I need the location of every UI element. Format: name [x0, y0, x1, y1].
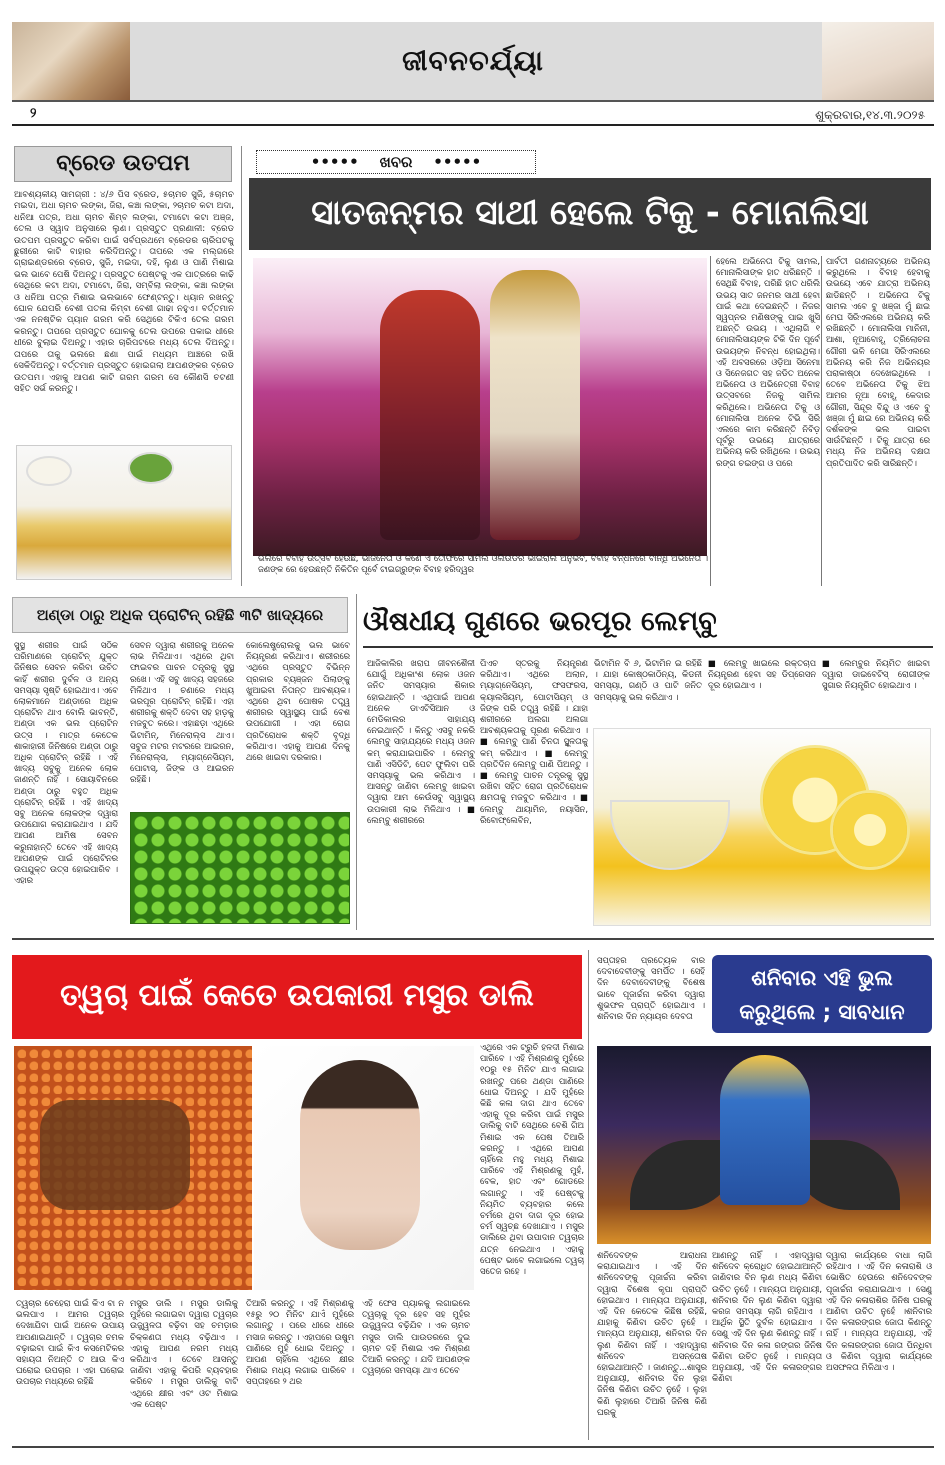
masthead-face-image — [822, 22, 934, 100]
bride-figure — [380, 290, 480, 540]
dal-column-1: ତ୍ୱଚାର ଚେହେରା ପାଇଁ କିଏ ବା ନ ଭଲପାଏ । ଆମର ତ୍ୱଚାର ଦେଖାଯିବା ପାଇଁ ଅନେକ ଉପାୟ ଆପଣାଇଥାନ୍ତି । ତ୍ୱଚାର ଚମକ ବଢ଼ାଇବା ପାଇଁ କିଏ କସମେଟିକର ସହାୟତା ନିଅନ୍ତି ତ ଆଉ କିଏ ଘରୋଇ ଉପଚାର । ଏହା ଘରୋଇ ଉପଚାର ମଧ୍ୟରେ ରହିଛି — [16, 1298, 124, 1387]
protein-column-2: ସେବନ ଦ୍ୱାରା ଶରୀରକୁ ଅନେକ ଲାଭ ମିଳିଥାଏ। ଏଥିରେ ଥିବା ଫାଇବର ପାଚନ ତନ୍ତ୍ରକୁ ସୁସ୍ଥ ରଖେ। ଏହି ସବୁ ଖାଦ୍ୟ ସହଜରେ ମିଳିଥାଏ । ଚଣାରେ ମଧ୍ୟ ଭରପୂର ପ୍ରୋଟିନ୍ ରହିଛି। ଏହା ଶରୀରକୁ ଶକ୍ତି ଦେବା ସହ ହାଡ଼କୁ ମଜବୁତ କରେ। ଏହାଛଡ଼ା ଏଥିରେ ଭିଟାମିନ୍, ମିନେରାଲ୍ସ ଥାଏ। ସବୁଜ ମଟର ମଟରରେ ଆଇରନ, ମିନେରାଲ୍ସ, ମ୍ୟାଗ୍ନେସିୟମ, ପୋଟାସ୍, ଜିଙ୍କ ଓ ଆଇରନ ରହିଛି। — [130, 640, 234, 785]
shani-headline: ଶନିବାର ଏହି ଭୁଲ କରୁଥିଲେ ; ସାବଧାନ — [712, 955, 932, 1033]
news-tag — [256, 150, 536, 174]
news-headline: ସାତଜନ୍ମର ସାଥୀ ହେଲେ ଟିକୁ - ମୋନାଲିସା — [249, 178, 931, 250]
bread-recipe-body: ଆବଶ୍ୟକୀୟ ସାମଗ୍ରୀ : ୪/୬ ପିସ ବ୍ରେଡ, ୫ଚାମଚ ସୁଜି, ୫ଚାମଚ ମଇଦା, ଅଧା ଚାମଚ ଲଙ୍କା, ଜିରା, କଞ୍ଚା ଲଙ୍କା, ୨ଚାମଚ କଟା ଅଦା, ଧନିଆ ପତ୍ର, ଅଧା ଚାମଚ ଶିମ୍ବ ଲଙ୍କା, ଟମାଟୋ କଟା ଅଞ୍ଜ, ତେଲ ଓ ସ୍ୱାଦ ଅନୁସାରେ ଲୁଣ। ପ୍ରସ୍ତୁତ ପ୍ରଣାଳୀ: ବ୍ରେଡ ଉତପମ ପ୍ରସ୍ତୁତ କରିବା ପାଇଁ ସର୍ବପ୍ରଥମେ ବ୍ରେଡର ଚାରିପଟକୁ ଛୁରୀରେ କାଟି ବାହାର କରିଦିଅନ୍ତୁ। ତାପରେ ଏକ ମଲ୍ଗରେ ଗ୍ରାଇଣ୍ଡରରେ ବ୍ରେଡ, ସୁଜି, ମଇଦା, ଦହି, ଲୁଣ ଓ ପାଣି ମିଶାଇ ଭଲ ଭାବେ ପେଷି ଦିଅନ୍ତୁ। ପ୍ରସ୍ତୁତ ପେଷ୍ଟକୁ ଏକ ପାତ୍ରରେ କାଢି ସେଥିରେ କଟା ଅଦା, ଟମାଟୋ, ଜିରା, ସମ୍ବିଲା ଲଙ୍କା, କଞ୍ଚା ଲଙ୍କା ଓ ଧନିଆ ପତ୍ର ମିଶାଇ ଭଲଭାବେ ଫେଣ୍ଟନ୍ତୁ। ଧ୍ୟାନ ରଖନ୍ତୁ ଘୋଳ ଯେପରି ବେଶୀ ପତଳା କିମ୍ବା ବେଶୀ ଗାଢା ନହୁଏ। ବର୍ତ୍ତମାନ ଏକ ନନଷ୍ଟିକ ପ୍ୟାନ ଗରମ କରି ସେଥିରେ ଟିକିଏ ତେଲ ଗରମ କରନ୍ତୁ। ତାପରେ ପ୍ରସ୍ତୁତ ଘୋଳକୁ ତେଲ ଉପରେ ପକାଇ ଧୀରେ ଧୀରେ ବୁଲାଇ ଦିଅନ୍ତୁ। ଏହାର ଚାରିପଟରେ ମଧ୍ୟ ତେଲ ଦିଅନ୍ତୁ। ତାପରେ ତାକୁ ଭଲରେ ଛଣା ପାଇଁ ମଧ୍ୟମ ଆଞ୍ଚରେ ରଖି ସେକିଦିଅନ୍ତୁ। ବର୍ତ୍ତମାନ ପ୍ରସ୍ତୁତ ହୋଇଗଲା ଆପଣଙ୍କର ବ୍ରେଡ ଉତପମ। ଏହାକୁ ଆପଣ କାଟି ଗରମ ଗରମ ସେ କୌଣସି ଚଟଣୀ ସହିତ ସର୍ଭ କରନ୍ତୁ। — [14, 190, 234, 394]
masthead — [12, 22, 934, 102]
news-caption: ଭଲିରେ ବିବାହ ଉତ୍ସବ ହେଉଛି, ଭାଜନେତା ଓ କଣେ ଏ ତୌଫିରେ ସାମିଲ ଓଲିଉଡର ଭାଇରାଲ ଅନୁଭବ, ବିବାହ ବନ୍ଧନରେ ବାନ୍ଧି ଅଭିନେତା । ଜଣଙ୍କ ରେ ହେଉଛନ୍ତି ନିକିତିନ ପୂର୍ବେ ଟାଇଗ୍ରୁଙ୍କ ବିବାହ ହରିଦ୍ୱର — [258, 553, 708, 575]
curd-bowl — [26, 456, 72, 486]
green-peas-photo — [130, 812, 350, 924]
shani-column-2: ଆଣନ୍ତୁ ନାହିଁ । ଏହାଦ୍ୱାରା ଶନିଦେବ କ୍ରୋଧିତ ହୋଇଥାଆନ୍ତି ଜାଣିବାର ବିନ ଲୁଣ ମଧ୍ୟ କିଣିବା ଉଚିତ ନୁହେଁ । ମାନ୍ୟତା ଅନୁଯାୟୀ, ଶନିବାର ଦିନ ଲୁଣ କିଣିବା ଦ୍ୱାରା କରଜ ସମସ୍ୟା ଲାଗି ରହିଥାଏ । ଆର୍ଥିକ ସ୍ଥିତି ଦୁର୍ବଳ ହୋଇଯାଏ । ସେଣୁ ଏହି ଦିନ ଲୁଣ କିଣନ୍ତୁ ନାହିଁ ।ଶନିବାର ଦିନ କଳା ରଙ୍ଗର ଜିନିଷ କିଣିବା ଉଚିତ ନୁହେଁ । ମାନ୍ୟତା ଅନୁଯାୟୀ, ଏହି ଦିନ କଳାରଙ୍ଗର କିଣିବା — [712, 1250, 822, 1384]
shani-intro: ସପ୍ତାହର ପ୍ରତ୍ୟେକ ବାର ଦେବାଦେବୀଙ୍କୁ ସମର୍ପିତ । ସେହି ଦିନ ଦେବାଦେବୀଙ୍କୁ ବିଶେଷ ଭାବେ ପୂଜାର୍ଚ୍ଚନା କରିବା ଦ୍ୱାରା ଶୁଭଫଳ ପ୍ରାପ୍ତି ହୋଇଥାଏ । ଶନିବାର ଦିନ ନ୍ୟାୟର ଦେବତା — [597, 955, 705, 1022]
column-divider — [356, 594, 357, 930]
shani-column-3: ଦ୍ୱାରା କାର୍ଯ୍ୟରେ ବାଧା ଲାଗି ରହିଥାଏ । ଏହି ଦିନ କଳାରାଶି ଓ ଭୋଷିତ ହେଉରେ ଶନିଦେବଙ୍କ ପୂଜାର୍ଚ୍ଚନା କରାଯାଇଥାଏ । ସେଣୁ ଏହି ଦିନ କଳାରାଶିର ଜିନିଷ ଘରକୁ ଆଣିବା ଉଚିତ ନୁହେଁ ।ଶନିବାର ଦିନ କଳାରଙ୍ଗର ଜୋତା କିଣନ୍ତୁ ନାହିଁ । ମାନ୍ୟତା ଅନୁଯାୟୀ, ଏହି ଦିନ କଳାରଙ୍ଗର ଜୋତା ପିନ୍ଧିବା ଓ କିଣିବା ଦ୍ୱାରା କାର୍ଯ୍ୟରେ ଅସଫଳତା ମିଳିଥାଏ । — [826, 1250, 932, 1373]
wedding-photo — [253, 258, 707, 556]
bread-recipe-title: ବ୍ରେଡ ଉତପମ — [14, 146, 232, 182]
dal-column-2: ମସୁର ଡାଲି । ମସୁର ଡାଲିକୁ ମୁହଁରେ ଲଗାଇବା ଦ୍ୱାରା ତ୍ୱଚାର ଉଜ୍ଜ୍ୱଳତା ବଢ଼ିବା ସହ ଚମଡ଼ାର ଚିକ୍କଣତା ମଧ୍ୟ ବଢ଼ିଥାଏ । ଏହାକୁ ଆପଣ ନରମ ମଧ୍ୟ କରିଥାଏ । ତେବେ ଆସନ୍ତୁ ଜାଣିବା ଏହାକୁ କିପରି ବ୍ୟବହାର କରିବେ । ମସୁର ଡାଲିକୁ ବାଟି ଏଥିରେ କ୍ଷୀର ଏବଂ ଓଟ ମିଶାଇ ଏକ ପେଷ୍ଟ — [130, 1298, 238, 1409]
lemon-slice — [830, 790, 910, 870]
column-divider — [241, 146, 242, 586]
section-title: ଜୀବନଚର୍ଯ୍ୟା — [402, 44, 544, 77]
lemon-column-2: ପିଏଚ ସ୍ତରକୁ ନିୟନ୍ତ୍ରଣ କରିଥାଏ। ଏଥିରେ ଅଲାନ, ମ୍ୟାଗ୍ନେସିୟମ୍, ଫସଫରସ, କ୍ୟାଲସିୟମ୍, ପୋଟାସିୟମ୍ ଓ ଜିଙ୍କ ପରି ତତ୍ତ୍ୱ ରହିଛି । ଯାହା ଶରୀରରେ ଅଲଗା ଅଲଗା ଆବଶ୍ୟକତାକୁ ପୂରଣ କରିଥାଏ । ■ ଲେମ୍ବୁ ପାଣି ଚିନତା ସ୍ଥୂଳତାକୁ କମ୍ କରିଥାଏ । ■ ଲେମ୍ବୁ ପ୍ରତିଦିନ ଲେମ୍ବୁ ପାଣି ପିଅନ୍ତୁ । ■ ଲେମ୍ବୁ ପାଚନ ତନ୍ତ୍ରକୁ ସୁସ୍ଥ ରଖିବା ସହିତ ରୋଗ ପ୍ରତିରୋଧକ କ୍ଷମତାକୁ ମଜବୁତ କରିଥାଏ । ■ ଲେମ୍ବୁ ଥାୟାମିନ, ନୟାସିନ, ରିବୋଫ୍ଲେବିନ, — [480, 658, 588, 825]
middle-divider — [12, 938, 934, 940]
protein-column-1: ସୁସ୍ଥ ଶରୀର ପାଇଁ ସଠିକ ପରିମାଣରେ ପ୍ରୋଟିନ୍ ଯୁକ୍ତ ଜିନିଷର ସେବନ କରିବା ଉଚିତ କାହିଁ ଶରୀର ଦୁର୍ବଳ ଓ ଅନ୍ୟ ସମସ୍ୟା ସୃଷ୍ଟି ହୋଇଥାଏ। ଏବେ ଲୋକମାନେ ଅଣ୍ଡାରେ ଅଧିକ ପ୍ରୋଟିନ ଥାଏ ବୋଲି ଭାବନ୍ତି, ଅଣ୍ଡା ଏକ ଭଲ ପ୍ରୋଟିନ ଉତ୍ସ । ମାତ୍ର କେତେକ ଶାକାହାରୀ ଜିନିଷରେ ଅଣ୍ଡା ଠାରୁ ଅଧିକ ପ୍ରୋଟିନ୍ ରହିଛି । ଏହି ଖାଦ୍ୟ ସବୁକୁ ଅନେକ ଲୋକ ଜାଣନ୍ତି ନାହିଁ । ସୋୟାବିନରେ ଅଣ୍ଡା ଠାରୁ ବହୁତ ଅଧିକ ପ୍ରୋଟିନ୍ ରହିଛି । ଏହି ଖାଦ୍ୟ ସବୁ ଅନେକ ଲୋକଙ୍କ ଦ୍ୱାରା ଉପଯୋଗ କରାଯାଇଥାଏ । ଯଦି ଆପଣ ଆମିଷ ସେବନ କରୁନାହାନ୍ତି ତେବେ ଏହି ଖାଦ୍ୟ ଆପଣଙ୍କ ପାଇଁ ପ୍ରୋଟିନର ଉପଯୁକ୍ତ ଉତ୍ସ ହୋଇପାରିବ । ଏହାର — [14, 640, 118, 886]
model-face — [300, 1060, 420, 1250]
news-column-1: ହେଲେ ଅଭିନେତା ଟିକୁ ସାମଲ, ମୋନାଲିସାଙ୍କ ହାତ ଧରିଛନ୍ତି । ସେଥିଛି ବିବାହ, ପରିଛି ହାତ ଧରିଲି ଉଭୟ ସାତ ଜନମର ସାଥୀ ହେବା ପାଇଁ କଥା ଦେଇଛନ୍ତି । ନିଜର ସ୍ୱପ୍ନର ମଣିଷଙ୍କୁ ପାଇ ଖୁସି ଅଛନ୍ତି ଉଭୟ । ଏଥିଲାଗି ୧ ମୋନାଲିସାୟଙ୍କ ଟିକି ଦିନ ପୂର୍ବେ ଉଭୟଙ୍କ ନିବନ୍ଧ ହୋଇଥିଲା। ଏହି ଅବସରରେ ଓଡ଼ିଆ ସିନେମା ଓ ସିନେଜଗତ ସହ ଜଡିତ ଅନେକ ଅଭିନେତା ଓ ଅଭିନେତ୍ରୀ ବିବାହ ଉତ୍ସବରେ ନିଜକୁ ସାମିଲ କରିଥିଲେ। ଅଭିନେତା ଟିକୁ ଓ ମୋନାଲିସା ଅନେକ ଟିଭି ସିରି ଏଲରେ କାମ କରିଛନ୍ତି ନିବିଡ଼ ପୂର୍ବରୁ ଉଭୟେ ଯାତ୍ରାରେ ଅଭିନୟ କରି ରଖିଥିଲେ । ଉଭୟ ରଙ୍ଗ ଚଇଙ୍ଗ ଓ ପରେ — [716, 256, 820, 468]
lemon-headline: ଔଷଧୀୟ ଗୁଣରେ ଭରପୂର ଲେମ୍ବୁ — [363, 598, 933, 648]
dal-side-column: ଏଥିରେ ଏକ ଟ୍ରୁଚି ହଳଦୀ ମିଶାଇ ପାରିବେ । ଏହି ମିଶ୍ରଣକୁ ମୁହଁରେ ୧୦ରୁ ୧୫ ମିନିଟ ଯାଏ ଲଗାଇ ରଖନ୍ତୁ ପରେ ଥଣ୍ଡା ପାଣିରେ ଧୋଇ ଦିଅନ୍ତୁ । ଯଦି ମୁହଁରେ କିଛି କଳା ଦାଗ ଥାଏ ତେବେ ଏହାକୁ ଦୂର କରିବା ପାଇଁ ମସୁର ଡାଲିକୁ ବାଟି ସେଥିରେ ବେଶି ଗିଅ ମିଶାଇ ଏକ ପେଷ ତିଆରି କରନ୍ତୁ । ଏଥିରେ ଆପଣ ଚାହିଁଲେ ମହୁ ମଧ୍ୟ ମିଶାଇ ପାରିବେ ଏହି ମିଶ୍ରଣକୁ ମୁହଁ, ବେକ, ହାତ ଏବଂ ଗୋଡରେ ଲଗାନ୍ତୁ । ଏହି ପେଷ୍ଟକୁ ନିୟମିତ ବ୍ୟବହାର କଲେ ଚର୍ମରେ ଥିବା ଦାଗ ଦୂର ହୋଇ ଚର୍ମ ସ୍ୱଚ୍ଛ ଦେଖାଯାଏ । ମସୁର ଡାଲିରେ ଥିବା ଉପାଦାନ ତ୍ୱଚାର ଯତ୍ନ ନେଇଥାଏ । ଏହାକୁ ପେଷ୍ଟ ଭାବେ ଲଗାଇଲେ ତ୍ୱଚା ସତେଜ ରହେ । — [480, 1042, 584, 1277]
wooden-scoop — [40, 1100, 190, 1210]
chutney-bowl — [128, 452, 174, 484]
column-divider — [821, 256, 822, 586]
lemon-column-1: ଆଜିକାଲିର ଖରାପ ଜୀବନଶୈଳୀ ଯୋଗୁଁ ଅଧିକାଂଶ ଲୋକ ଓଜନ ଜନିତ ସମସ୍ୟାର ଶିକାର ହୋଇଥାନ୍ତି । ଏଥିପାଇଁ ଆପଣ ଅନେକ ଡାଏଟିସିଆନ ଓ ମେଡିକାଲର ସାହାଯ୍ୟ ନେଇଥାନ୍ତି । କିନ୍ତୁ ଏସବୁ ନକରି ଲେମ୍ବୁ ସାହାଯ୍ୟରେ ମଧ୍ୟ ଓଜନ କମ୍ କରାଯାଇପାରିବ । ଲେମ୍ବୁ ପାଣି ଏସିଡିଟି, ପେଟ ଫୁଲିବା ପରି ସମସ୍ୟାକୁ ଭଲ କରିଥାଏ । ଆସନ୍ତୁ ଜାଣିବା ଲେମ୍ବୁ ଖାଇବା ଦ୍ୱାରା ଆମ କେଉଁସବୁ ସ୍ୱାସ୍ଥ୍ୟ ଉପକାରୀ ଲାଭ ମିଳିଥାଏ । ■ ଲେମ୍ବୁ ଶରୀରରେ — [367, 658, 475, 825]
news-column-2: ପାର୍ବତୀ ଗଣନାଟ୍ୟରେ ଅଭିନୟ କରୁଥିଲେ । ବିବାହ ହେବାକୁ ଉଭୟେ ଏବେ ଯାତ୍ରା ଅଭିନୟ ଛାଡିଛନ୍ତି । ଅଭିନେତା ଟିକୁ ସାମଲ ଏବେ ବୁ ଖଞ୍ଜା ମୁଁ ଛାଇ ମେଘ ସିରିଏଲରେ ଅଭିନୟ କରି ରଖିଛନ୍ତି । ମୋନାଲିସା ମାନିନୀ, ଆଶା, ନୂଆବୋହୂ, ତ୍ରିଲୋଚନା ଗୌରୀ ଭଳି ମେଗା ସିରିଏଲରେ ଅଭିନୟ କରି ନିଜ ଅଭିନୟର ପରାକାଷ୍ଠା ଦେଖେଇଥିଲେ । ତେବେ ଅଭିନେତା ଟିକୁ ଝିଅ ଆମର ନୂଆ ବୋହୂ, କେଦାର ଗୌରୀ, ସିନ୍ଦୂର ବିନ୍ଦୁ ଓ ଏବେ ବୁ ଖଞ୍ଜା ମୁଁ ଛାଇ ରେ ଅଭିନୟ କରି ଦର୍ଶକଙ୍କ ଭଲ ପାଇବା ସାଉଁଟିଛନ୍ତି । ଟିକୁ ଯାତ୍ରା ରେ ମଧ୍ୟ ନିଜ ଅଭିନୟ ଦକ୍ଷତା ପ୍ରତିପାଦିତ କରି ସାରିଛନ୍ତି। — [826, 256, 930, 468]
bottom-divider — [12, 1446, 934, 1448]
dal-column-3: ତିଆରି କରନ୍ତୁ । ଏହି ମିଶ୍ରଣକୁ ୧୫ରୁ ୨୦ ମିନିଟ ଯାଏଁ ମୁହଁରେ ଲଗାନ୍ତୁ । ପରେ ଧୀରେ ଧୀରେ ମସାଜ କରନ୍ତୁ । ଏହାପରେ ଉଷୁମ ପାଣିରେ ମୁହଁ ଧୋଇ ଦିଅନ୍ତୁ । ଆପଣ ଚାହିଁଲେ ଏଥିରେ କ୍ଷୀର ମିଶାଇ ମଧ୍ୟ ଲଗାଇ ପାରିବେ । ସପ୍ତାହରେ ୨ ଥର — [246, 1298, 354, 1387]
page-date: ଶୁକ୍ରବାର,୧୪.୩.୨୦୨୫ — [815, 108, 925, 122]
lemon-column-4: ■ ଲେମ୍ବୁ ଖାଇଲେ ରକ୍ତଚାପ ନିୟନ୍ତ୍ରଣ ହେବା ସହ ଡିପ୍ରେସନ ଦୂର ହୋଇଥାଏ । — [708, 658, 816, 691]
news-tag-label: ଖବର — [379, 153, 413, 171]
protein-headline: ଅଣ୍ଡା ଠାରୁ ଅଧିକ ପ୍ରୋଟିନ୍ ରହିଛି ୩ଟି ଖାଦ୍ୟରେ — [12, 597, 348, 633]
top-divider — [12, 124, 934, 126]
groom-figure — [490, 270, 580, 540]
lemon-column-5: ■ ଲେମ୍ବୁର ନିୟମିତ ଖାଇବା ଦ୍ୱାରା ଡାଇବେଟିସ୍ ରୋଗୀଙ୍କ ସୁଗାର ନିୟନ୍ତ୍ରିତ ହୋଇଥାଏ । — [822, 658, 930, 691]
dal-column-4: ଏହି ଫେସ ପ୍ୟାକକୁ ଲଗାଇଲେ ତ୍ୱଚାକୁ ଦୂର ହେବ ସହ ମୁହଁର ଉଜ୍ଜ୍ୱଳତା ବଢ଼ିଯିବ । ଏକ ଚାମଚ ମସୁର ଡାଲି ପାଉଡରରେ ଦୁଇ ଚାମଚ ଦହି ମିଶାଇ ଏକ ମିଶ୍ରଣ ତିଆରି କରନ୍ତୁ । ଯଦି ଆପଣଙ୍କ ତ୍ୱଚାରେ ସମସ୍ୟା ଥାଏ ତେବେ — [362, 1298, 470, 1376]
dal-headline: ତ୍ୱଚା ପାଇଁ କେତେ ଉପକାରୀ ମସୁର ଡାଲି — [12, 955, 582, 1039]
dots-left: ••••• — [310, 153, 380, 171]
protein-column-3: କୋଲେଷ୍ଟ୍ରୋଲକୁ ଭଲ ଭାବେ ନିୟନ୍ତ୍ରଣ କରିଥାଏ। ଶରୀରରେ ଏଥିରେ ପ୍ରସ୍ତୁତ ବିଭିନ୍ନ ପ୍ରକାର ବ୍ୟଞ୍ଜନ ପିଲାଙ୍କୁ ଖୁଆଇବା ନିତାନ୍ତ ଆବଶ୍ୟକ। ଏଥିରେ ଥିବା ପୋଷକ ତତ୍ତ୍ୱ ଶରୀରର ସ୍ୱାସ୍ଥ୍ୟ ପାଇଁ ବେଶ ଉପଯୋଗୀ । ଏହା ରୋଗ ପ୍ରତିରୋଧକ ଶକ୍ତି ବୃଦ୍ଧି କରିଥାଏ। ଏହାକୁ ଆପଣ ଦିନକୁ ଥରେ ଖାଇବା ଦରକାର। — [246, 640, 350, 763]
shani-deity-figure — [720, 1055, 810, 1205]
column-divider — [588, 950, 589, 1440]
shani-column-1: ଶନିଦେବଙ୍କ ଆରାଧନା କରାଯାଇଥାଏ । ଏହି ଦିନ ଶନିଦେବଙ୍କୁ ପୂଜାର୍ଚ୍ଚନା କରିବା ଦ୍ୱାରା ବିଶେଷ କୃପା ପ୍ରାପ୍ତି ହୋଇଥାଏ । ମାନ୍ୟତା ଅନୁଯାୟୀ, ଏହି ଦିନ କେତେକ କିଛିଷ ରହିଛି, ଯାହାକୁ କିଣିବା ଉଚିତ ନୁହେଁ । ମାନ୍ୟତା ଅନୁଯାୟୀ, ଶନିବାର ଦିନ ଲୁଣ କିଣିବା ନାହିଁ । ଏହାଦ୍ୱାରା ଶନିଦେବ ଅସନ୍ତୋଷ ହୋଇଥାଆନ୍ତି । ଜାଣନ୍ତୁ...ଶାସ୍ତ୍ର ଅନୁଯାୟୀ, ଶନିବାର ଦିନ ଲୁହା ଜିନିଷ କିଣିବା ଉଚିତ ନୁହେଁ । ଲୁହା କିଣି ଲୁହାରେ ତିଆରି ଜିନିଷ କିଣି ଘରକୁ — [597, 1250, 707, 1417]
column-divider — [710, 256, 711, 586]
lemon-column-3: ଭିଟାମିନ ବି ୬, ଭିଟାମିନ ଇ ରହିଛି । ଯାହା କୋଷ୍ଠକାଠିନ୍ୟ, କିଡନୀ ସମସ୍ୟା, ଗଣ୍ଠି ଓ ପାଟି ଜନିତ ସମସ୍ୟାକୁ ଭଲ କରିଥାଏ । — [594, 658, 702, 702]
page-number: ୨ — [30, 106, 37, 121]
dots-right: ••••• — [412, 153, 482, 171]
